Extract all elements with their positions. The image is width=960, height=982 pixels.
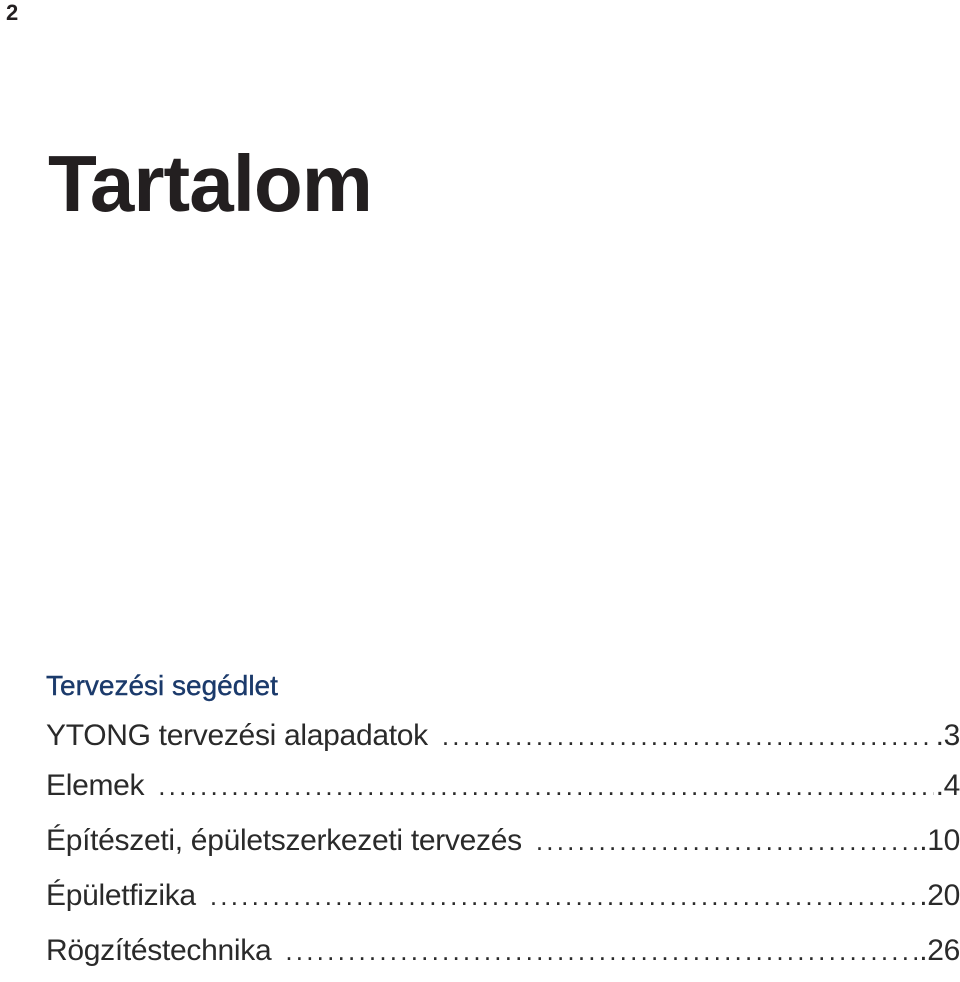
toc-entry-label: Rögzítéstechnika [46, 934, 272, 967]
page-number: 2 [6, 0, 19, 25]
toc-entry[interactable] [46, 813, 960, 868]
toc-dot-leader [158, 759, 933, 814]
toc-dot-leader [285, 924, 917, 979]
toc-entry-page: .4 [935, 769, 960, 802]
toc-entry-label: Építészeti, épületszerkezeti tervezés [46, 824, 522, 857]
toc-dot-leader [442, 714, 934, 758]
toc-entry[interactable] [46, 758, 960, 813]
toc-entry-page: .10 [919, 824, 960, 857]
toc-entry[interactable] [46, 923, 960, 978]
toc-section-heading: Tervezési segédlet [46, 670, 278, 701]
toc-entry[interactable] [46, 868, 960, 923]
toc-list [46, 714, 960, 978]
toc-dot-leader [210, 869, 917, 924]
toc-dot-leader [536, 814, 917, 869]
toc-entry-label: YTONG tervezési alapadatok [46, 719, 428, 752]
toc-entry[interactable] [46, 714, 960, 758]
toc-entry-page: .3 [935, 719, 960, 752]
toc-entry-label: Épületfizika [46, 879, 196, 912]
toc-entry-page: .26 [919, 934, 960, 967]
toc-entry-label: Elemek [46, 769, 145, 802]
page-title: Tartalom [48, 139, 372, 228]
table-of-contents [46, 668, 960, 978]
toc-entry-page: .20 [919, 879, 960, 912]
